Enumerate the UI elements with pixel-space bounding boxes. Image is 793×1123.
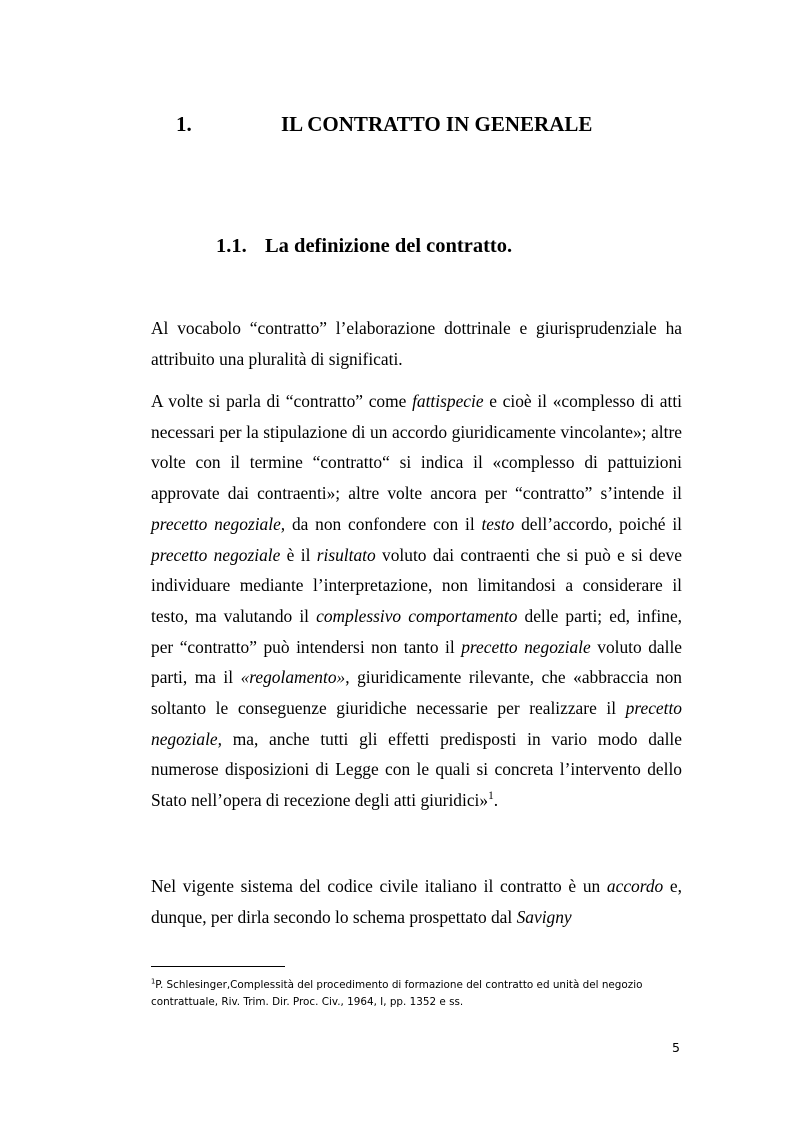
chapter-heading xyxy=(0,112,793,142)
text-run: e, dunque, per dirla secondo lo schema prospettato dal xyxy=(151,876,682,927)
text-run: ma, anche tutti gli effetti predisposti in vario modo dalle numerose disposizioni di Legge con le quali si concreta l’intervento dello Stato nell’opera di recezione degli atti giuridici» xyxy=(151,728,682,811)
page-number: 5 xyxy=(672,1040,680,1055)
italic-run: accordo xyxy=(606,876,664,896)
text-run: dell’accordo, poiché il xyxy=(514,513,682,534)
section-title: La definizione del contratto. xyxy=(265,235,513,257)
italic-run: complessivo comportamento xyxy=(316,605,518,626)
section-heading xyxy=(216,235,512,258)
italic-run: precetto negoziale, xyxy=(151,698,682,749)
footnote-reference[interactable]: 1 xyxy=(488,790,494,803)
text-run: e cioè il «complesso di atti necessari per la stipulazione di un accordo giuridicamente vincolante»; altre volte con il termine “contratto“ si indica il «complesso di pattuizioni approvate dai contraenti»; altre volte ancora per “contratto” s’intende il xyxy=(151,391,682,504)
text-run: da non confondere con il xyxy=(285,513,482,534)
chapter-number: 1. xyxy=(176,112,192,136)
italic-run: precetto negoziale, xyxy=(151,513,286,534)
footnote-marker: 1 xyxy=(151,977,156,986)
italic-run: «regolamento» xyxy=(240,667,346,688)
paragraph-1: Al vocabolo “contratto” l’elaborazione dottrinale e giurisprudenziale ha attribuito una pluralità di significati. xyxy=(151,318,682,369)
text-run: . xyxy=(493,790,499,811)
footnote-separator xyxy=(151,966,285,967)
footnote-text: P. Schlesinger,Complessità del procedimento di formazione del contratto ed unità del negozio contrattuale, Riv. Trim. Dir. Proc. Civ., 1964, I, pp. 1352 e ss. xyxy=(151,979,643,1008)
text-run: A volte si parla di “contratto” come xyxy=(151,391,413,411)
text-run: è il xyxy=(280,544,317,565)
italic-run: precetto negoziale xyxy=(151,544,281,565)
text-run: voluto dalle parti, ma il xyxy=(151,636,682,688)
text-run: voluto dai contraenti che si può e si deve individuare mediante l’interpretazione, non limitandosi a considerare il testo, ma valutando il xyxy=(151,544,682,626)
paragraph-3 xyxy=(151,871,682,932)
text-run: Nel vigente sistema del codice civile italiano il contratto è un xyxy=(151,876,607,896)
italic-run: Savigny xyxy=(516,906,572,927)
footnote xyxy=(151,977,691,1011)
italic-run: precetto negoziale xyxy=(461,636,591,657)
paragraph-2 xyxy=(151,386,682,816)
text-run: , giuridicamente rilevante, che «abbraccia non soltanto le conseguenze giuridiche necessarie per realizzare il xyxy=(151,667,682,719)
text-run: delle parti; ed, infine, per “contratto” può intendersi non tanto il xyxy=(151,605,683,657)
section-number: 1.1. xyxy=(216,235,247,257)
italic-run: risultato xyxy=(316,544,376,565)
italic-run: fattispecie xyxy=(412,391,484,411)
chapter-title: IL CONTRATTO IN GENERALE xyxy=(281,112,593,136)
italic-run: testo xyxy=(481,513,515,534)
